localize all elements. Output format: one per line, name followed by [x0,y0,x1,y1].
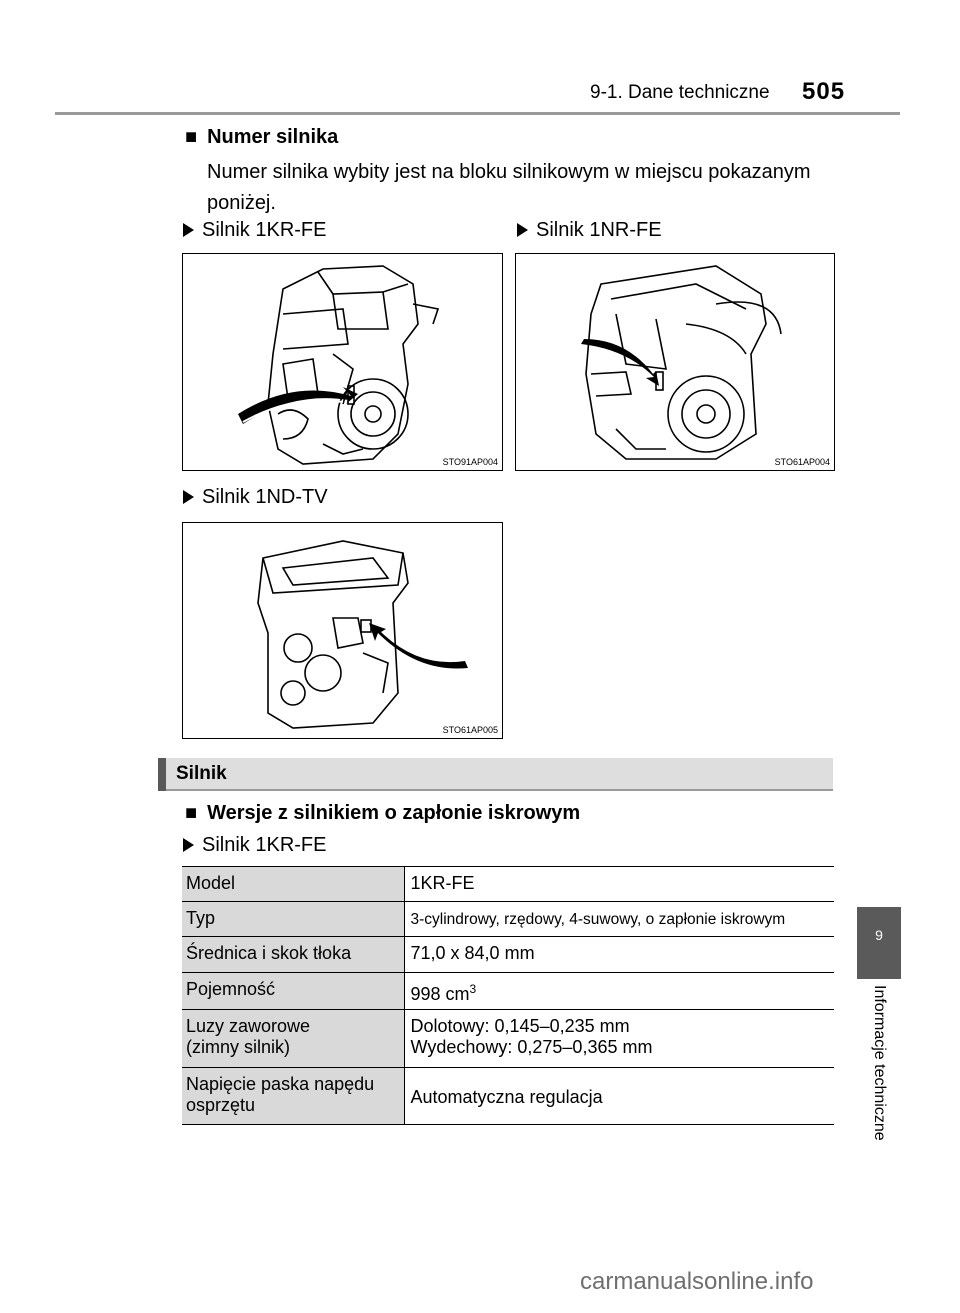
triangle-bullet-icon [517,223,528,237]
spec-key: Typ [182,902,404,937]
page-number: 505 [802,78,846,105]
header-divider [55,112,900,115]
image-code-1nr-fe: STO61AP004 [774,457,830,467]
table-row [182,902,834,937]
spec-engine-label: Silnik 1KR-FE [183,834,326,857]
engine-1nr-fe-label: Silnik 1NR-FE [517,219,662,242]
spec-value: 3-cylindrowy, rzędowy, 4-suwowy, o zapłonie iskrowym [404,902,834,937]
table-row [182,937,834,973]
engine-number-text-line2: poniżej. [207,192,276,214]
section-title: Silnik [176,763,227,784]
engine-drawing-icon [183,523,503,739]
engine-number-text [207,157,811,219]
engine-number-title: Numer silnika [207,126,339,148]
engine-1nd-tv-label: Silnik 1ND-TV [183,486,328,509]
engine-1kr-fe-illustration [182,253,503,471]
spec-value-text: 998 cm [410,984,470,1004]
spec-value: 71,0 x 84,0 mm [404,937,834,973]
engine-1kr-fe-label: Silnik 1KR-FE [183,219,326,242]
section-bar-engine [158,758,833,791]
image-code-1nd-tv: STO61AP005 [442,725,498,735]
triangle-bullet-icon [183,490,194,504]
engine-drawing-icon [516,254,835,471]
spec-key: Model [182,867,404,902]
engine-1nd-tv-illustration [182,522,503,739]
triangle-bullet-icon [183,838,194,852]
spec-key: Średnica i skok tłoka [182,937,404,973]
spec-value-superscript: 3 [469,982,477,996]
spark-ignition-title: Wersje z silnikiem o zapłonie iskrowym [207,802,581,824]
chapter-side-label: Informacje techniczne [871,985,888,1141]
spec-value [404,973,834,1010]
spec-key: Luzy zaworowe (zimny silnik) [182,1010,404,1068]
square-bullet-icon: ■ [185,802,198,824]
spec-key: Napięcie paska napędu osprzętu [182,1068,404,1125]
table-row [182,1010,834,1068]
table-row [182,867,834,902]
engine-number-heading [185,126,338,149]
engine-1nr-fe-illustration [515,253,835,471]
spec-value: Automatyczna regulacja [404,1068,834,1125]
square-bullet-icon: ■ [185,126,198,148]
table-row [182,973,834,1010]
watermark: carmanualsonline.info [580,1268,814,1295]
engine-drawing-icon [183,254,503,471]
header-section-title: 9-1. Dane techniczne [590,82,770,103]
triangle-bullet-icon [183,223,194,237]
engine-spec-table [182,866,834,1125]
section-accent [158,758,166,791]
image-code-1kr-fe: STO91AP004 [442,457,498,467]
engine-number-text-line1: Numer silnika wybity jest na bloku silnikowym w miejscu pokazanym [207,161,811,183]
spec-value: Dolotowy: 0,145–0,235 mm Wydechowy: 0,275–0,365 mm [404,1010,834,1068]
spec-value: 1KR-FE [404,867,834,902]
chapter-tab: 9 [857,907,901,979]
spark-ignition-heading [185,802,580,825]
table-row [182,1068,834,1125]
spec-key: Pojemność [182,973,404,1010]
